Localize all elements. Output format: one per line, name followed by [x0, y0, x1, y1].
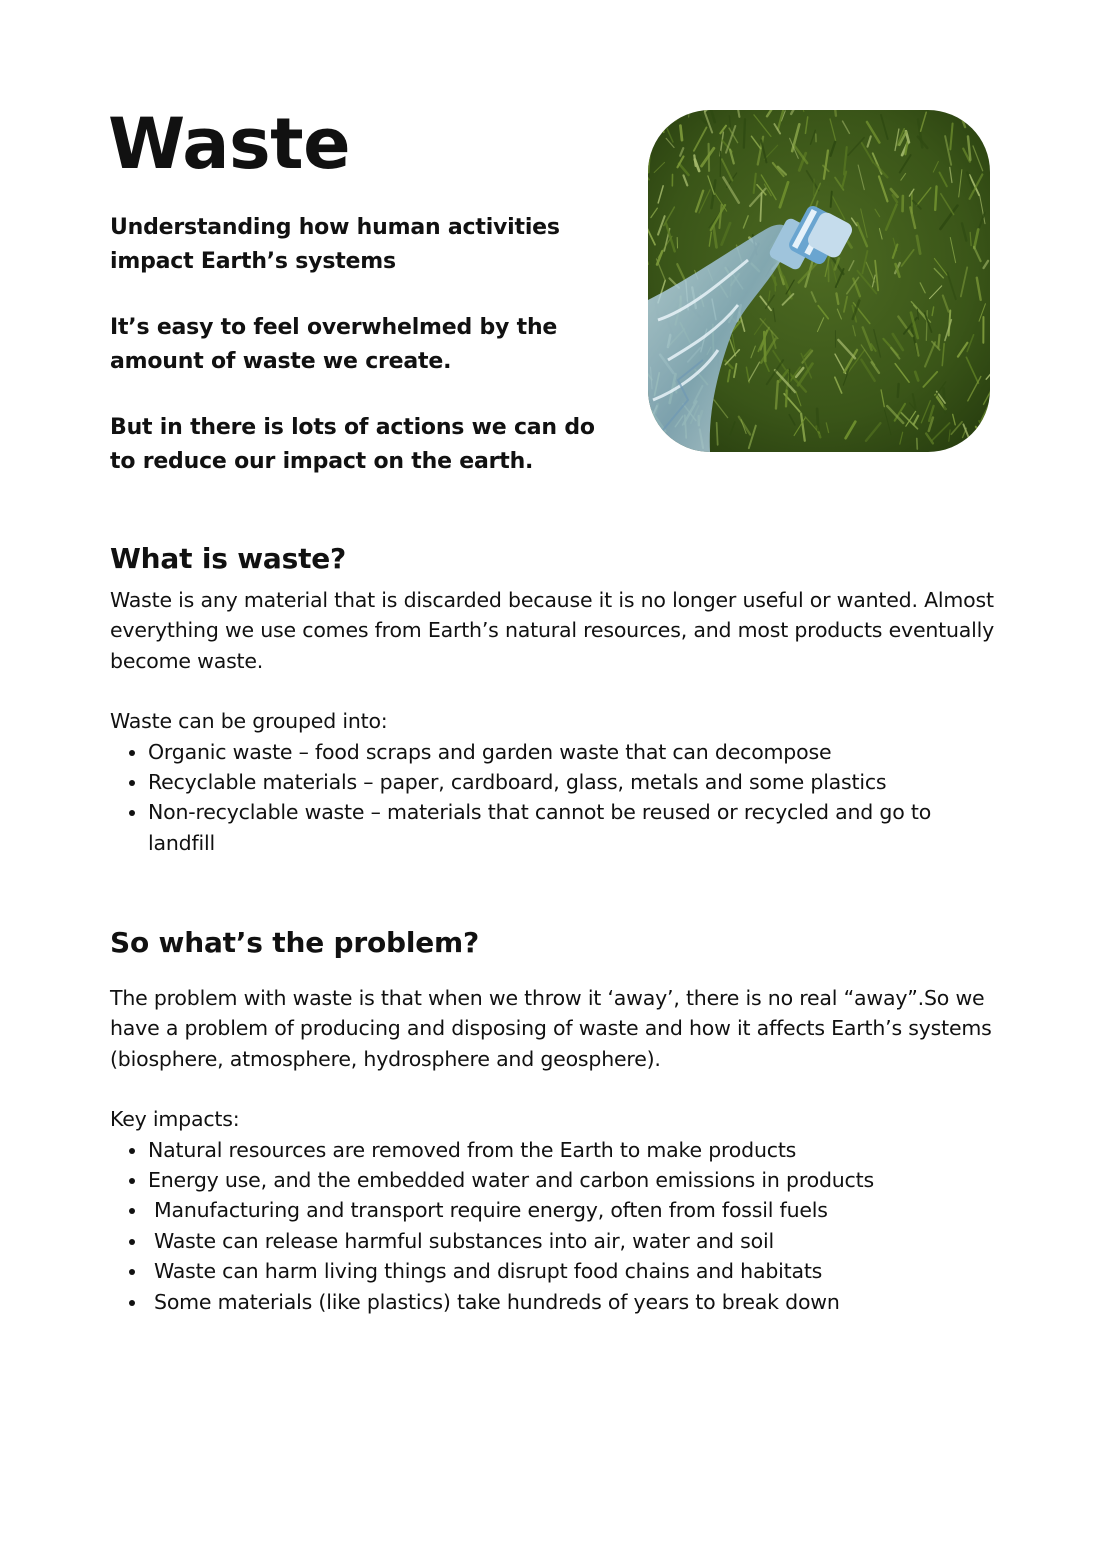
what-is-waste-paragraph: Waste is any material that is discarded because it is no longer useful or wanted. Almost everything we use comes from Earth’s natural resources, and most products eventually become waste.: [110, 588, 995, 673]
list-item: • Non-recyclable waste – materials that cannot be reused or recycled and go to landfill: [148, 797, 1000, 858]
key-impacts-list: [110, 1135, 1000, 1317]
list-item: [148, 1287, 1000, 1317]
list-item: • Natural resources are removed from the Earth to make products: [148, 1135, 1000, 1165]
plastic-bottle-photo: [648, 110, 990, 452]
intro-paragraph-overwhelmed: It’s easy to feel overwhelmed by the amount of waste we create.: [110, 315, 558, 374]
list-item: [148, 1256, 1000, 1286]
list-item: • Organic waste – food scraps and garden waste that can decompose: [148, 737, 1000, 767]
waste-groups-list: [110, 737, 1000, 859]
list-item: • Recyclable materials – paper, cardboard, glass, metals and some plastics: [148, 767, 1000, 797]
what-is-waste-section: [110, 539, 1000, 858]
problem-heading: So what’s the problem?: [110, 926, 480, 959]
intro-paragraph-actions: But in there is lots of actions we can do to reduce our impact on the earth.: [110, 415, 595, 474]
what-is-waste-heading: What is waste?: [110, 542, 347, 575]
intro-block: [110, 211, 610, 511]
list-item: • Energy use, and the embedded water and carbon emissions in products: [148, 1165, 1000, 1195]
list-item-text: Some materials (like plastics) take hundreds of years to break down: [154, 1289, 840, 1314]
page-title: Waste: [108, 103, 351, 185]
problem-paragraph: The problem with waste is that when we throw it ‘away’, there is no real “away”.So we have a problem of producing and disposing of waste and how it affects Earth’s systems (biosphere, atmosphere, hydrosphere and geosphere).: [110, 986, 992, 1071]
key-impacts-intro: Key impacts:: [110, 1107, 240, 1132]
list-item-text: Waste can release harmful substances into air, water and soil: [154, 1228, 774, 1253]
list-item: [148, 1226, 1000, 1256]
problem-section: [110, 923, 1000, 1317]
list-item: [148, 1195, 1000, 1225]
list-item-text: Manufacturing and transport require energy, often from fossil fuels: [154, 1198, 828, 1223]
intro-subtitle: Understanding how human activities impact Earth’s systems: [110, 215, 560, 274]
waste-groups-intro: Waste can be grouped into:: [110, 709, 388, 734]
list-item-text: Waste can harm living things and disrupt food chains and habitats: [154, 1259, 823, 1284]
